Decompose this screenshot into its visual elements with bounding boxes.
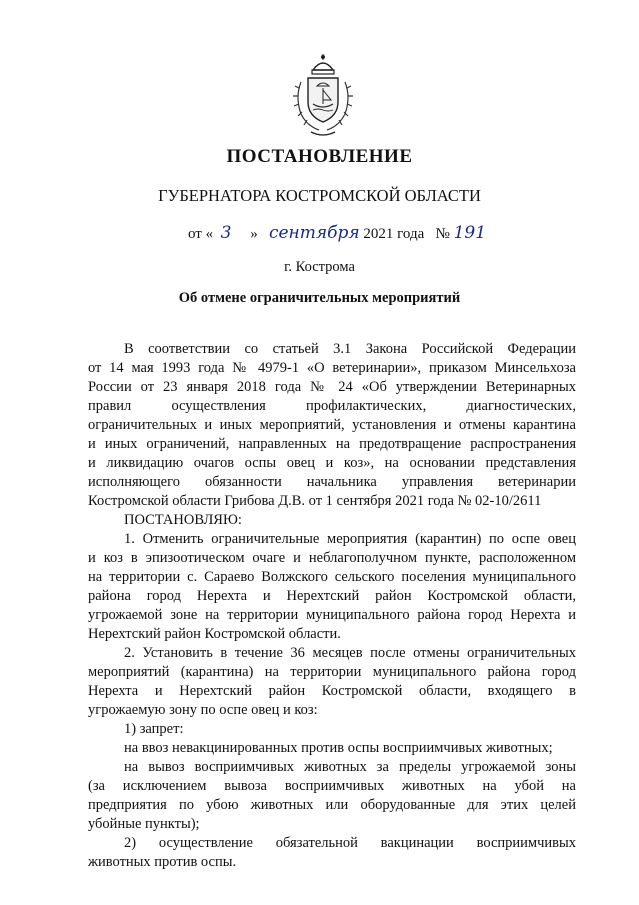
issuing-authority: ГУБЕРНАТОРА КОСТРОМСКОЙ ОБЛАСТИ — [158, 186, 481, 205]
item-1-line: Нерехтский район Костромской области. — [88, 626, 341, 642]
decree-word: ПОСТАНОВЛЯЮ: — [124, 512, 242, 528]
body-line: правил осуществления профилактических, диагностических, — [88, 398, 576, 414]
body-line: России от 23 января 2018 года № 24 «Об утверждении Ветеринарных — [88, 379, 576, 395]
document-subject: Об отмене ограничительных мероприятий — [178, 290, 461, 306]
item-2-line: угрожаемую зону по оспе овец и коз: — [88, 702, 318, 718]
subitem-line: (за исключением вывоза восприимчивых животных на убой на — [88, 778, 576, 794]
subitem-line: на ввоз невакцинированных против оспы восприимчивых животных; — [124, 740, 553, 756]
handwritten-day: 3 — [220, 223, 232, 243]
subitem-line: животных против оспы. — [88, 854, 237, 870]
body-line: и ликвидацию очагов оспы овец и коз», на основании представления — [88, 455, 576, 471]
subitem-line: убойные пункты); — [88, 816, 200, 832]
date-prefix: от « — [188, 226, 214, 242]
item-1-line: на территории с. Сараево Волжского сельского поселения муниципального — [88, 569, 576, 585]
body-line: Костромской области Грибова Д.В. от 1 сентября 2021 года № 02-10/2611 — [88, 493, 542, 509]
handwritten-number: 191 — [453, 223, 487, 243]
handwritten-month: сентября — [268, 223, 360, 243]
number-prefix: № — [435, 226, 450, 242]
body-line: В соответствии со статьей 3.1 Закона Российской Федерации — [124, 341, 576, 357]
item-1-line: района город Нерехта и Нерехтский район Костромской области, — [88, 588, 576, 604]
subitem-2: 2) осуществление обязательной вакцинации восприимчивых — [124, 835, 576, 851]
body-line: от 14 мая 1993 года № 4979-1 «О ветеринарии», приказом Минсельхоза — [88, 360, 576, 376]
document-title: ПОСТАНОВЛЕНИЕ — [226, 146, 413, 167]
item-2-line: мероприятий (карантина) на территории муниципального района город — [88, 664, 576, 680]
date-mid: » — [250, 226, 258, 242]
item-1-line: 1. Отменить ограничительные мероприятия (карантин) по оспе овец — [124, 531, 576, 547]
item-2-line: 2. Установить в течение 36 месяцев после отмены ограничительных — [124, 645, 576, 661]
date-year: 2021 года — [363, 226, 425, 242]
body-line: исполняющего обязанности начальника управления ветеринарии — [88, 474, 576, 490]
kostroma-coat-of-arms-icon — [291, 52, 355, 140]
item-1-line: и коз в эпизоотическом очаге и неблагополучном пункте, расположенном — [88, 550, 576, 566]
item-1-line: угрожаемой зоне на территории муниципального района город Нерехта и — [88, 607, 576, 623]
date-line — [188, 223, 486, 243]
item-2-line: Нерехта и Нерехтский район Костромской области, входящего в — [88, 683, 576, 699]
subitem-line: на вывоз восприимчивых животных за пределы угрожаемой зоны — [124, 759, 576, 775]
body-line: ограничительных и иных мероприятий, установления и отмены карантина — [88, 417, 576, 433]
body-line: и иных ограничений, направленных на предотвращение распространения — [88, 436, 576, 452]
city: г. Кострома — [284, 259, 355, 275]
subitem-line: предприятия по убою животных или оборудованные для этих целей — [88, 797, 576, 813]
subitem-1: 1) запрет: — [124, 721, 184, 737]
